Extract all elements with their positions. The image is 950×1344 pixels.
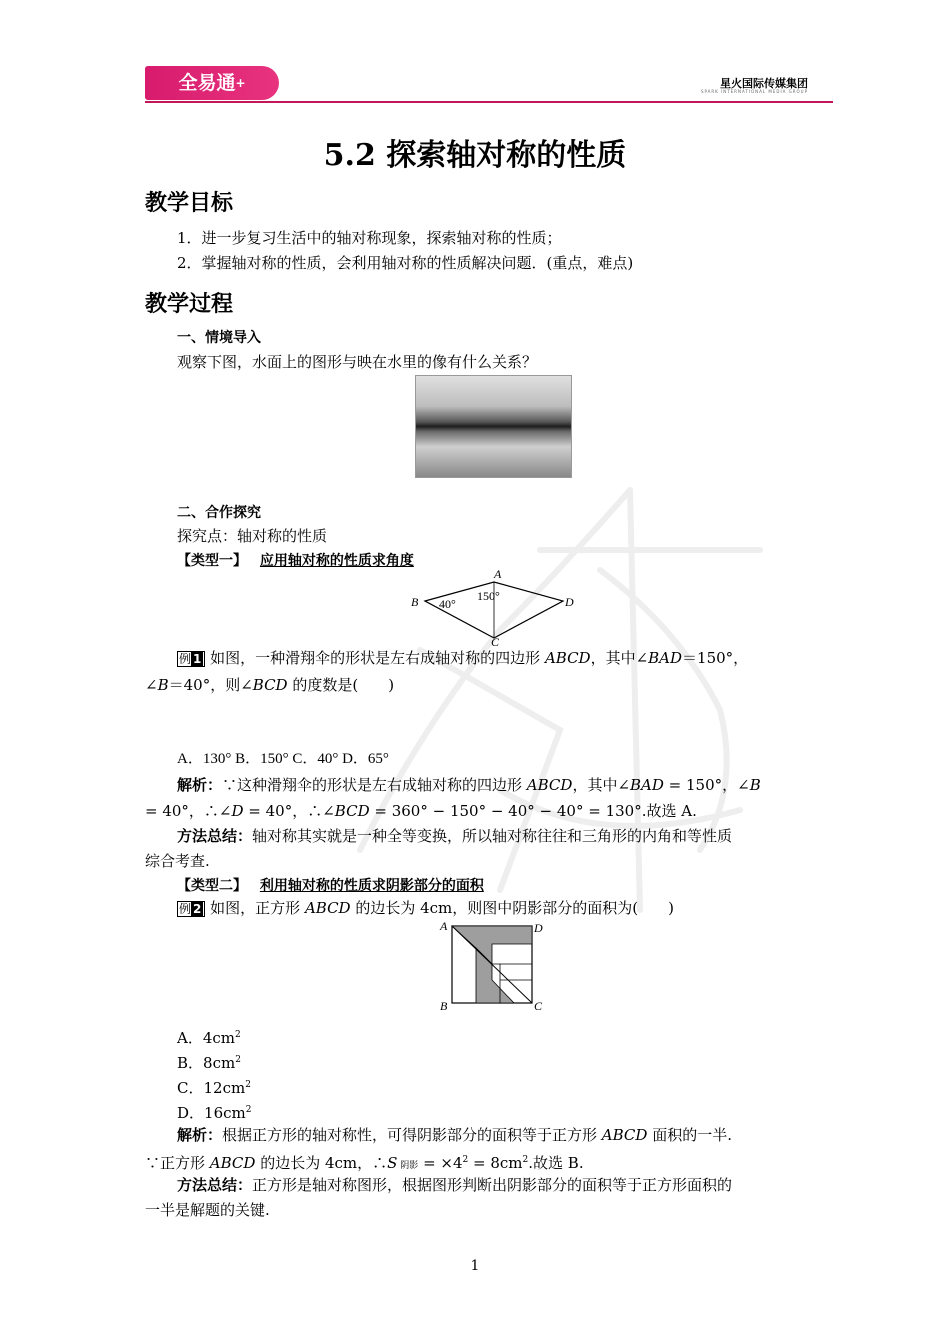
example-2-summary-1: 方法总结：正方形是轴对称图形，根据图形判断出阴影部分的面积等于正方形面积的 — [177, 1176, 733, 1194]
logo-star: + — [235, 76, 246, 90]
kite-label-d: D — [565, 595, 574, 609]
page-number: 1 — [470, 1258, 480, 1274]
kite-label-b: B — [411, 595, 419, 609]
square-figure — [436, 918, 546, 1014]
mountain-reflection-photo — [415, 375, 572, 478]
square-label-b: B — [440, 999, 448, 1013]
type-2-heading — [177, 876, 484, 896]
type-2-label: 【类型二】 — [177, 878, 247, 894]
example-1-analysis-1: 解析：∵这种滑翔伞的形状是左右成轴对称的四边形 ABCD，其中∠BAD = 150°，∠B — [177, 776, 761, 794]
example-1-summary-2: 综合考查. — [145, 852, 210, 870]
example-2-badge: 例 2 — [177, 901, 205, 917]
type-2-title: 利用轴对称的性质求阴影部分的面积 — [259, 878, 484, 894]
example-1-line-1: 例 1 如图，一种滑翔伞的形状是左右成轴对称的四边形 ABCD，其中∠BAD＝150°， — [179, 649, 749, 667]
example-2-option-c: C．$12cm^2$ — [177, 1079, 251, 1097]
logo-text: 全易通 — [178, 72, 236, 94]
goal-item-2: 2．掌握轴对称的性质，会利用轴对称的性质解决问题．(重点，难点) — [177, 254, 634, 272]
example-2-question: 例 2 如图，正方形 ABCD 的边长为 4cm，则图中阴影部分的面积为( ) — [179, 899, 674, 917]
section-1-text: 观察下图，水面上的图形与映在水里的像有什么关系？ — [177, 353, 538, 371]
example-1-summary-1: 方法总结：轴对称其实就是一种全等变换，所以轴对称往往和三角形的内角和等性质 — [177, 827, 733, 845]
section-1-title: 一、情境导入 — [177, 330, 261, 346]
square-label-a: A — [440, 919, 448, 933]
goal-item-1: 1．进一步复习生活中的轴对称现象，探索轴对称的性质； — [177, 229, 562, 247]
type-1-label: 【类型一】 — [177, 553, 247, 569]
example-1-badge: 例 1 — [177, 651, 205, 667]
kite-label-c: C — [491, 635, 500, 648]
type-1-heading — [177, 551, 414, 571]
type-1-title: 应用轴对称的性质求角度 — [259, 553, 414, 569]
kite-figure — [405, 568, 580, 648]
goals-heading: 教学目标 — [145, 191, 234, 216]
brand-logo — [145, 66, 279, 100]
process-heading: 教学过程 — [145, 292, 234, 317]
explore-point: 探究点：轴对称的性质 — [177, 527, 328, 545]
example-2-option-b: B．$8cm^2$ — [177, 1054, 241, 1072]
example-1-analysis-2: = 40°，∴∠D = 40°，∴∠BCD = 360° − 150° − 40° − 40° = 130°.故选 A. — [145, 802, 697, 820]
example-1-options: A．130° B．150° C．40° D．65° — [177, 751, 389, 767]
header-divider — [145, 101, 833, 103]
kite-label-a: A — [494, 568, 502, 581]
example-2-analysis-1: 解析：根据正方形的轴对称性，可得阴影部分的面积等于正方形 ABCD 面积的一半. — [177, 1126, 732, 1144]
kite-angle-b: 40° — [439, 597, 456, 611]
section-2-title: 二、合作探究 — [177, 505, 261, 521]
publisher-name: 星火国际传媒集团 — [720, 77, 808, 90]
square-label-c: C — [534, 999, 543, 1013]
publisher-subtitle: SPARK INTERNATIONAL MEDIA GROUP — [700, 89, 808, 94]
square-label-d: D — [534, 921, 543, 935]
example-2-option-a: A．$4cm^2$ — [177, 1029, 241, 1047]
example-2-option-d: D．$16cm^2$ — [177, 1104, 252, 1122]
page-title: 5.2 探索轴对称的性质 — [323, 138, 627, 173]
example-2-analysis-2: ∵正方形 ABCD 的边长为 4cm，∴S 阴影 = $\times 4^2 = 8cm^2$.故选 B. — [145, 1154, 584, 1172]
example-1-line-2: ∠B＝40°，则∠BCD 的度数是( ) — [145, 676, 395, 694]
example-2-summary-2: 一半是解题的关键. — [145, 1201, 270, 1219]
kite-angle-a: 150° — [477, 589, 500, 603]
